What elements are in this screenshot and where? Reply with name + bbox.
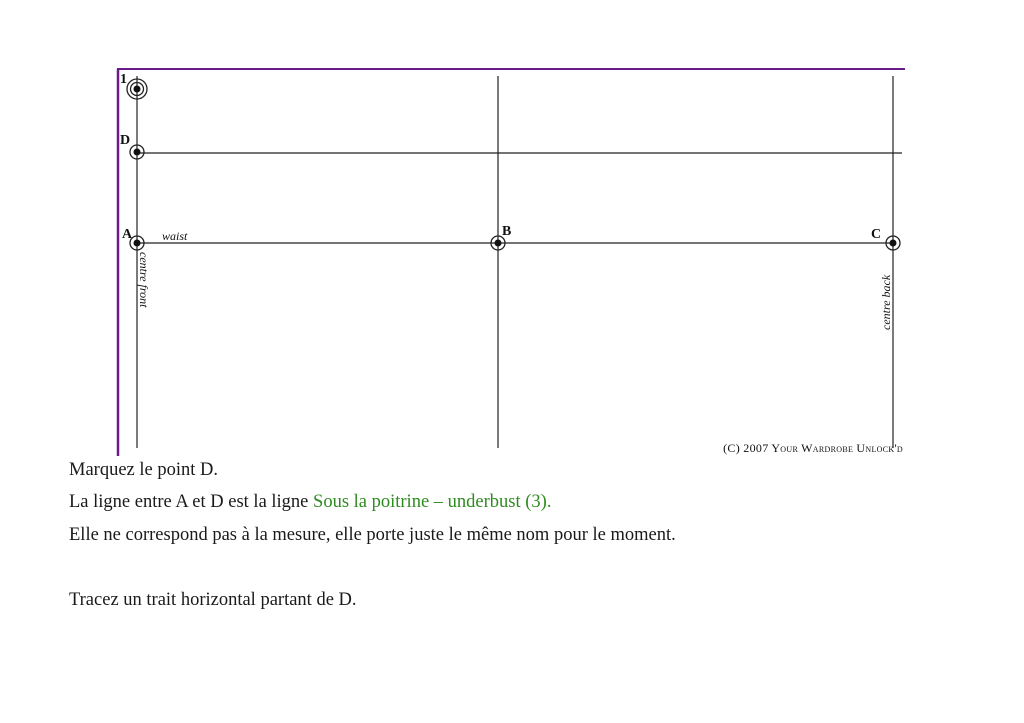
instruction-mark-point-d: Marquez le point D.: [69, 460, 218, 480]
instruction-draw-line: Tracez un trait horizontal partant de D.: [69, 590, 357, 610]
point-b-label: B: [502, 224, 512, 239]
instruction-underbust-highlight: Sous la poitrine – underbust (3).: [313, 492, 552, 512]
point-1-marker: [127, 79, 147, 99]
centre-back-label: centre back: [879, 274, 893, 330]
point-d-label: D: [120, 133, 131, 148]
centre-front-label: centre front: [137, 252, 151, 308]
instruction-line-1: [69, 459, 218, 481]
waist-label: waist: [162, 229, 188, 243]
instruction-line-4: [69, 589, 357, 611]
point-a-label: A: [122, 227, 133, 242]
instruction-line-2: [69, 491, 551, 513]
copyright-notice: (C) 2007 Your Wardrobe Unlock'd: [723, 441, 903, 455]
instruction-underbust-prefix: La ligne entre A et D est la ligne: [69, 492, 314, 512]
point-c-label: C: [871, 227, 882, 242]
instruction-measure-note: Elle ne correspond pas à la mesure, elle porte juste le même nom pour le moment.: [69, 525, 676, 545]
instruction-line-3: [69, 524, 676, 546]
point-1-label: 1: [120, 72, 127, 87]
